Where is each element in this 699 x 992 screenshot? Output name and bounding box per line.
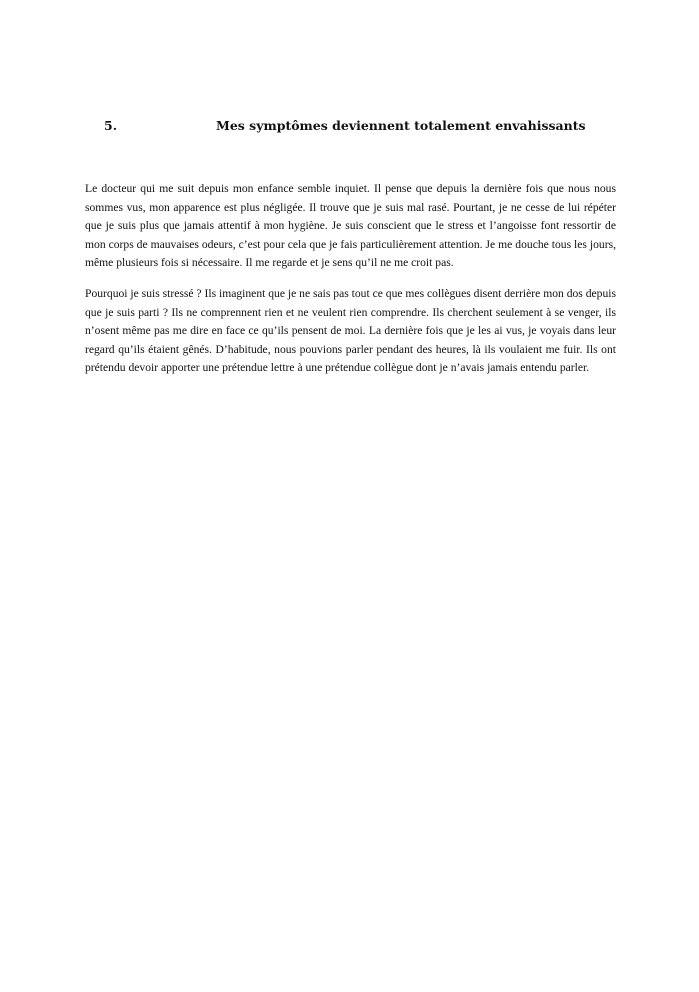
paragraph-2: Pourquoi je suis stressé ? Ils imaginent que je ne sais pas tout ce que mes collègues disent derrière mon dos depuis que je suis parti ? Ils ne comprennent rien et ne veulent rien comprendre. Ils cherchent seulement à se venger, ils n’osent même pas me dire en face ce qu’ils pensent de moi. La dernière fois que je les ai vus, je voyais dans leur regard qu’ils étaient gênés. D’habitude, nous pouvions parler pendant des heures, là ils voulaient me fuir. Ils ont prétendu devoir apporter une prétendue lettre à une prétendue collègue dont je n’avais jamais entendu parler. bbox=[85, 286, 616, 375]
body-text bbox=[85, 180, 616, 390]
section-title: Mes symptômes deviennent totalement envahissants bbox=[216, 118, 586, 133]
section-number: 5. bbox=[104, 118, 118, 133]
section-heading bbox=[0, 118, 699, 138]
paragraph-1: Le docteur qui me suit depuis mon enfance semble inquiet. Il pense que depuis la dernière fois que nous nous sommes vus, mon apparence est plus négligée. Il trouve que je suis mal rasé. Pourtant, je ne cesse de lui répéter que je suis plus que jamais attentif à mon hygiène. Je suis conscient que le stress et l’angoisse font ressortir de mon corps de mauvaises odeurs, c’est pour cela que je fais particulièrement attention. Je me douche tous les jours, même plusieurs fois si nécessaire. Il me regarde et je sens qu’il ne me croit pas. bbox=[85, 182, 616, 270]
